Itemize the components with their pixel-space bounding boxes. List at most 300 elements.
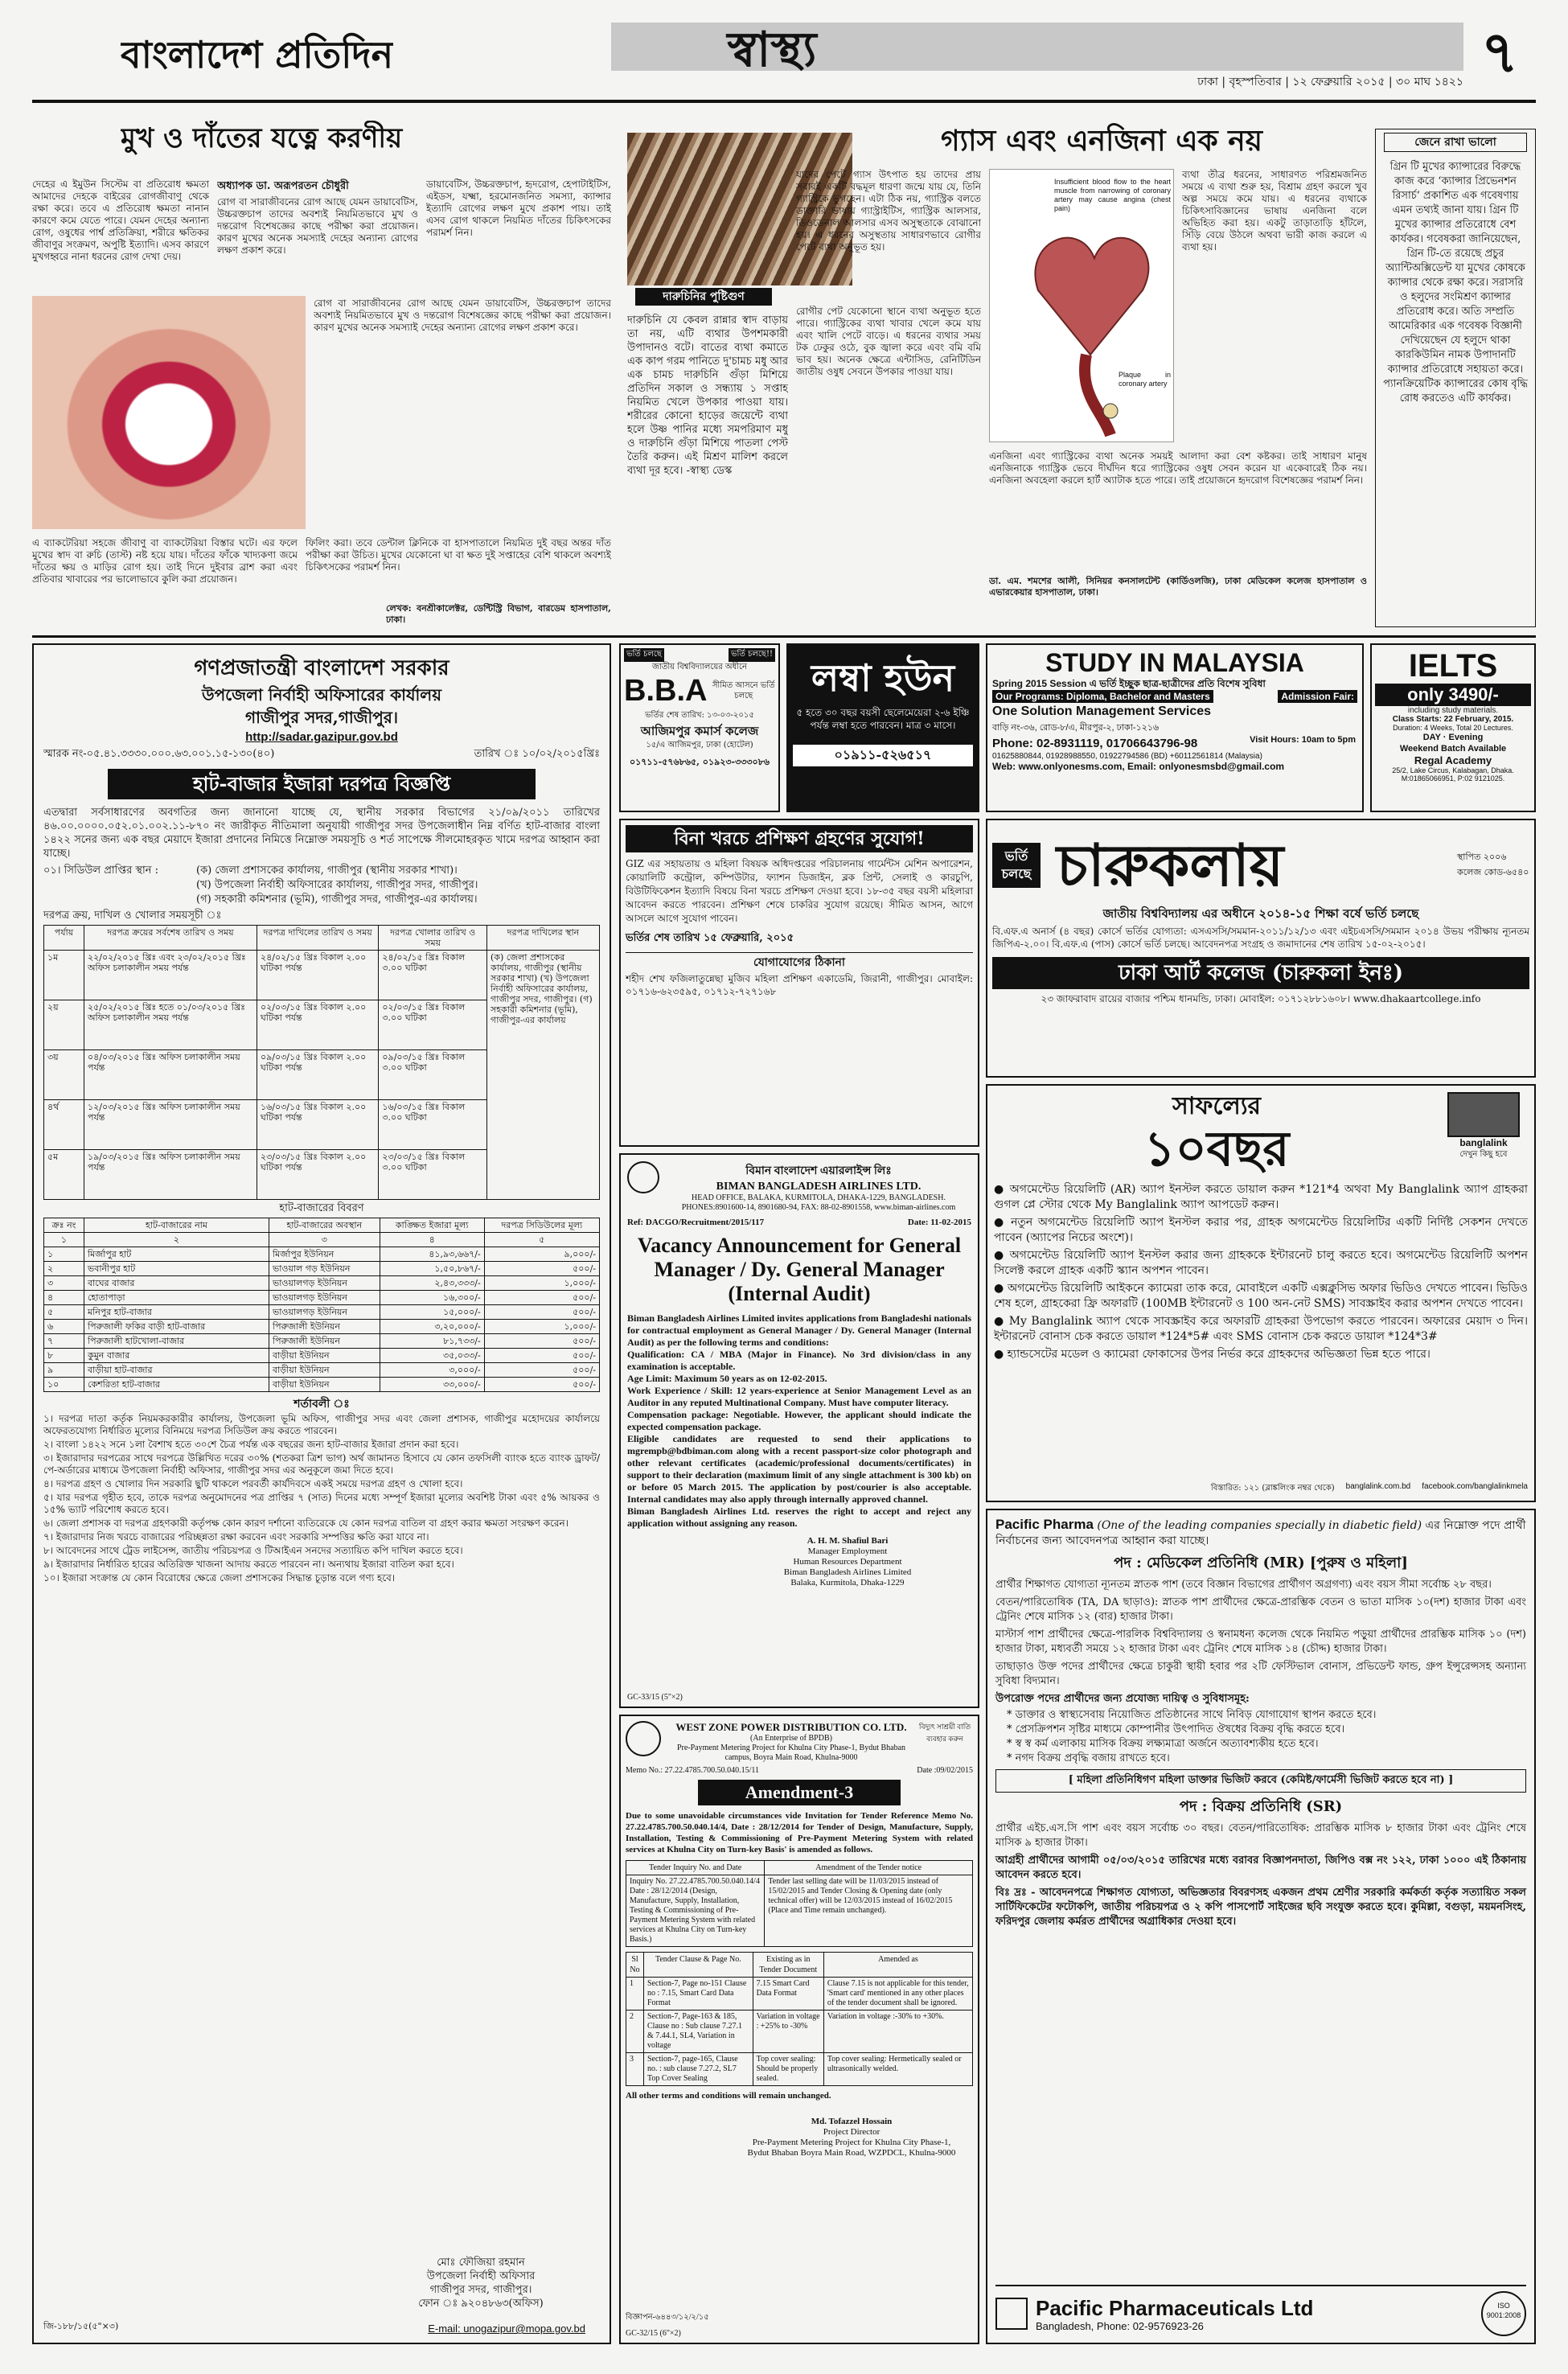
westzone-t1-header-cell: Tender Inquiry No. and Date xyxy=(626,1861,765,1875)
market-row xyxy=(44,1320,600,1334)
westzone-t1-row xyxy=(626,1875,973,1947)
biman-apply: Eligible candidates are requested to send their applications to mgrempb@bdbiman.com along with a recent passport-size color photograph and other relevant certificates (academic/professional documents/certificates) in support to their declaration (maximum limit of any single attachment is 300 kb) on or before 05 March 2015. The application by post/courier is also acceptable. Internal candidates may also apply through internally approved channel. xyxy=(627,1433,971,1505)
training-deadline: ভর্তির শেষ তারিখ ১৫ ফেব্রুয়ারি, ২০১৫ xyxy=(626,932,794,944)
market-cell: ৩ xyxy=(44,1276,84,1291)
pacific-duty-item xyxy=(1007,1708,1526,1723)
bullet-icon: ● xyxy=(994,1315,1009,1328)
malaysia-subtitle: Spring 2015 Session এ ভর্তি ইচ্ছুক ছাত্র-ছাত্রীদের প্রতি বিশেষ সুবিধা xyxy=(992,678,1266,689)
schedule-header: দরপত্র দাখিলের তারিখ ও সময় xyxy=(257,926,379,951)
market-row xyxy=(44,1334,600,1349)
gov-title: হাট-বাজার ইজারা দরপত্র বিজ্ঞপ্তি xyxy=(108,769,536,799)
gov-place-1: (ক) জেলা প্রশাসকের কার্যালয়, গাজীপুর (স্থানীয় সরকার শাখা)। xyxy=(196,865,458,877)
pacific-duty-text: ডাক্তার ও স্বাস্থ্যসেবায় নিয়োজিত প্রতিষ্ঠানের সাথে নিবিড় যোগাযোগ স্থাপন করতে হবে। xyxy=(1015,1709,1377,1721)
market-row xyxy=(44,1349,600,1363)
banglalink-logo-icon xyxy=(1447,1092,1520,1137)
ielts-batch: Evening xyxy=(1448,733,1484,742)
gov-date: তারিখ ঃ ১০/০২/২০১৫খ্রিঃ xyxy=(474,748,600,760)
banglalink-bullet-text: অগমেন্টেড রিয়েলিটি অ্যাপ ইনস্টল করার জন্য গ্রাহককে ইন্টারনেট চালু করতে হবে। অগমেন্টেড রিয়েলিটি অপশন সিলেক্ট করলে গ্রাহক একটি স্ক্যান অপশন পাবেন। xyxy=(994,1249,1528,1277)
westzone-memo: Memo No.: 27.22.4785.700.50.040.15/11 xyxy=(626,1766,760,1775)
banglalink-bullet xyxy=(994,1281,1528,1312)
bba-college: আজিমপুর কমার্স কলেজ xyxy=(640,724,759,738)
market-col-number: ৫ xyxy=(484,1233,599,1247)
biman-logo-icon xyxy=(627,1161,659,1193)
westzone-t1-cell: Tender last selling date will be 11/03/2015 instead of 15/02/2015 and Tender Closing & Opening date (only technical offer) will be 12/03/2015 instead of 16/02/2015 (Place and Time remain unchanged). xyxy=(765,1875,973,1947)
schedule-cell: ৩য় xyxy=(44,1050,84,1100)
banglalink-bullet xyxy=(994,1182,1528,1213)
teeth-author: অধ্যাপক ডা. অরূপরতন চৌধুরী xyxy=(217,180,349,192)
schedule-cell: ২৩/০৩/১৫ খ্রিঃ বিকাল ২.০০ ঘটিকা পর্যন্ত xyxy=(257,1150,379,1200)
charukola-name: ঢাকা আর্ট কলেজ (চারুকলা ইনঃ) xyxy=(992,957,1529,989)
ielts-address: 25/2, Lake Circus, Kalabagan, Dhaka. xyxy=(1392,766,1514,774)
gov-signer-phone: ফোন ঃ ৯২০৪৮৬৩(অফিস) xyxy=(418,2298,544,2310)
banglalink-footer xyxy=(994,1482,1528,1496)
market-cell: বাড়ীয়া হাট-বাজার xyxy=(84,1363,269,1378)
biman-name-bn: বিমান বাংলাদেশ এয়ারলাইন্স লিঃ xyxy=(745,1165,892,1177)
market-header: হাট-বাজারের নাম xyxy=(84,1218,269,1233)
banglalink-bullet-text: অগমেন্টেড রিয়েলিটি (AR) অ্যাপ ইনস্টল করতে ডায়াল করুন *121*4 অথবা My Banglalink অ্যাপ গ্রাহকরা গুগল প্লে স্টোর থেকে My Banglalink অ্যাপ আপডেট করুন। xyxy=(994,1183,1528,1211)
westzone-t1-cell: Inquiry No. 27.22.4785.700.50.040.14/4 Date : 28/12/2014 (Design, Manufacture, Supply, Installation, Testing & Commissioning of Pre-Payment Metering System with related services at Khulna City on Turn-key Basis.) xyxy=(626,1875,765,1947)
banglalink-bullet xyxy=(994,1215,1528,1246)
westzone-t2-cell: 3 xyxy=(626,2053,644,2086)
pacific-duty-item xyxy=(1007,1723,1526,1737)
banglalink-footer-2[interactable]: banglalink.com.bd xyxy=(1345,1482,1411,1491)
market-cell: ৬ xyxy=(44,1320,84,1334)
westzone-t2-cell: Top cover sealing: Should be properly sealed. xyxy=(753,2053,823,2086)
market-cell: বাড়ীয়া ইউনিয়ন xyxy=(269,1363,380,1378)
gov-name: গণপ্রজাতন্ত্রী বাংলাদেশ সরকার xyxy=(194,656,449,680)
market-cell: ১৬,৩০০/- xyxy=(380,1291,484,1305)
westzone-t2-row xyxy=(626,2053,973,2086)
biman-ref-row xyxy=(627,1218,971,1227)
market-cell: পিরুজালী ইউনিয়ন xyxy=(269,1334,380,1349)
banglalink-bullet xyxy=(994,1314,1528,1345)
market-header-row xyxy=(44,1218,600,1233)
market-cell: হোতাপাড়া xyxy=(84,1291,269,1305)
banglalink-logo-text: banglalink xyxy=(1459,1137,1508,1148)
ielts-ad xyxy=(1370,643,1536,812)
charukola-ad xyxy=(986,819,1536,1078)
market-cell: ৩,২০,০০০/- xyxy=(380,1320,484,1334)
ielts-price: only 3490/- xyxy=(1375,684,1531,706)
schedule-cell: ১৯/০৩/২০১৫ খ্রিঃ অফিস চলাকালীন সময় পর্যন্ত xyxy=(84,1150,257,1200)
malaysia-programs-row xyxy=(992,690,1357,703)
pacific-ad xyxy=(986,1509,1536,2344)
ielts-class-starts: Class Starts: 22 February, 2015. xyxy=(1392,715,1514,724)
pacific-p5: উপরোক্ত পদের প্রার্থীদের জন্য প্রযোজ্য দায়িত্ব ও সুবিধাসমূহ: xyxy=(995,1693,1250,1705)
gov-place-2: (খ) উপজেলা নির্বাহী অফিসারের কার্যালয়, গাজীপুর সদর, গাজীপুর। xyxy=(196,879,478,891)
biman-signer-title: Manager Employment Human Resources Department Biman Bangladesh Airlines Limited Balaka, Kurmitola, Dhaka-1229 xyxy=(783,1546,912,1587)
gov-memo: স্মারক নং-০৫.৪১.৩৩৩০.০০০.৬৩.০০১.১৫-১৩০(৪০) xyxy=(43,748,275,760)
westzone-footer: All other terms and conditions will remain unchanged. xyxy=(626,2091,831,2101)
westzone-t1-header-cell: Amendment of the Tender notice xyxy=(765,1861,973,1875)
market-cell: ২ xyxy=(44,1262,84,1276)
westzone-t2-cell: Section-7, page-165, Clause no. : sub clause 7.27.2, SL7 Top Cover Sealing xyxy=(644,2053,753,2086)
westzone-t2-cell: Variation in voltage :-30% to +30%. xyxy=(823,2011,972,2053)
market-cell: ৫০০/- xyxy=(484,1262,599,1276)
training-contact-title: যোগাযোগের ঠিকানা xyxy=(626,952,973,972)
pacific-footer xyxy=(995,2285,1526,2336)
teeth-author-tag: লেখক: বনশ্রীকালেক্টর, ডেন্টিস্ট্রি বিভাগ, বারডেম হাসপাতাল, ঢাকা। xyxy=(386,603,611,625)
market-cell: ৫০০/- xyxy=(484,1349,599,1363)
charukola-title: চারুকলায় xyxy=(1057,831,1284,899)
pacific-duty-item xyxy=(1007,1737,1526,1752)
training-title: বিনা খরচে প্রশিক্ষণ গ্রহণের সুযোগ! xyxy=(626,825,973,852)
market-row xyxy=(44,1276,600,1291)
market-number-row xyxy=(44,1233,600,1247)
pacific-body xyxy=(995,1578,1526,1766)
teeth-col-right: রোগ বা সারাজীবনের রোগ আছে যেমন ডায়াবেটিস, উচ্চরক্তচাপ তাদের অবশ্যই নিয়মিতভাবে মুখ ও দন্তরোগ বিশেষজ্ঞের কাছে পরীক্ষা করা প্রয়োজন। কারণ মুখের অনেক সমস্যাই দেহের অন্যান্য রোগের লক্ষণ প্রকাশ করে। xyxy=(314,298,611,333)
market-cell: ৫০০/- xyxy=(484,1305,599,1320)
bullet-icon: ● xyxy=(994,1249,1010,1262)
pacific-p7: আগ্রহী প্রার্থীদের আগামী ০৫/০৩/২০১৫ তারিখের মধ্যে বরাবর বিজ্ঞাপনদাতা, জিপিও বক্স নং ১২২, ঢাকা ১০০০ এই ঠিকানায় আবেদন করতে হবে। xyxy=(995,1854,1526,1881)
gas-author: ডা. এম. শমশের আলী, সিনিয়র কনসালটেন্ট (কার্ডিওলজি), ঢাকা মেডিকেল কলেজ হাসপাতাল ও এভারকেয়ার হাসপাতাল, ঢাকা। xyxy=(989,576,1367,598)
biman-body-block xyxy=(627,1312,971,1530)
condition-item: ৮। আবেদনের সাথে ট্রেড লাইসেন্স, জাতীয় পরিচয়পত্র ও টিআইএন সনদের সত্যায়িত কপি দাখিল করতে হবে। xyxy=(43,1545,463,1556)
market-cell: ৫০০/- xyxy=(484,1363,599,1378)
market-cell: ৫০০/- xyxy=(484,1291,599,1305)
market-cell: কেশরিতা হাট-বাজার xyxy=(84,1378,269,1392)
bba-phone: ০১৭১১-৫৭৬৮৬৫, ০১৯২৩-৩৩৩০৮৬ xyxy=(629,757,770,767)
banglalink-bullet-text: নতুন অগমেন্টেড রিয়েলিটি অ্যাপ ইনস্টল করার পর, গ্রাহক অগমেন্টেড রিয়েলিটির একটি নির্দিষ্ট সেকশন দেখতে পাবেন (অ্যাপের নিচের অংশে)। xyxy=(994,1216,1528,1244)
height-text: ৫ হতে ৩০ বছর বয়সী ছেলেমেয়েরা ২-৬ ইঞ্চি পর্যন্ত লম্বা হতে পারবেন। মাত্র ৩ মাসে। xyxy=(796,707,970,731)
schedule-cell: ২৩/০৩/১৫ খ্রিঃ বিকাল ৩.০০ ঘটিকা xyxy=(379,1150,487,1200)
malaysia-visit: Visit Hours: 10am to 5pm xyxy=(1250,735,1356,745)
masthead xyxy=(32,18,1536,98)
malaysia-phone: Phone: 02-8931119, 01706643796-98 xyxy=(992,737,1198,750)
pacific-duty-text: নগদ বিক্রয় প্রবৃদ্ধি বজায় রাখতে হবে। xyxy=(1015,1752,1170,1764)
westzone-t2-cell: 7.15 Smart Card Data Format xyxy=(753,1978,823,2011)
gas-col1b: রোগীর পেট যেকোনো স্থানে ব্যথা অনুভূত হতে পারে। গ্যাস্ট্রিকের ব্যথা খাবার খেলে কমে যায় এবং খালি পেটে বাড়ে। এ ধরনের ব্যথার সময় টক ঢেকুর ওঠে, বুক জ্বালা করে এবং বমি বমি ভাব হয়। অনেক ক্ষেত্রে এন্টাসিড, রেনিটিডিন জাতীয় ওষুধ সেবনে উপকার পাওয়া যায়। xyxy=(796,306,981,377)
gov-places-list xyxy=(196,864,478,907)
market-cell: মির্জাপুর ইউনিয়ন xyxy=(269,1247,380,1262)
biman-title: Vacancy Announcement for General Manager / Dy. General Manager (Internal Audit) xyxy=(637,1234,962,1305)
pacific-iso-badge: ISO 9001:2008 xyxy=(1481,2291,1526,2336)
malaysia-programs: Our Programs: Diploma, Bachelor and Masters xyxy=(992,690,1213,703)
westzone-t2-row xyxy=(626,1978,973,2011)
gov-memo-row xyxy=(43,746,600,762)
biman-header xyxy=(627,1161,971,1213)
bullet-icon: ● xyxy=(994,1216,1012,1229)
condition-item: ৭। ইজারাদার নিজ খরচে বাজারের পরিচ্ছন্নতা রক্ষা করবেন এবং সরকারি সম্পত্তির ক্ষতি করা যাবে না। xyxy=(43,1531,429,1542)
schedule-header: দরপত্র খোলার তারিখ ও সময় xyxy=(379,926,487,951)
market-caption: হাট-বাজারের বিবরণ xyxy=(279,1202,364,1214)
conditions-title: শর্তাবলী ঃ xyxy=(293,1398,350,1411)
banglalink-bullet-text: হ্যান্ডসেটের মডেল ও ক্যামেরা ফোকাসের উপর নির্ভর করে গ্রাহকদের অভিজ্ঞতা ভিন্ন হতে পারে। xyxy=(1007,1348,1430,1361)
gas-col1: যাদের পেটে গ্যাস উৎপাত হয় তাদের প্রায় সবারই একটি বদ্ধমূল ধারণা জন্মে যায় যে, তিনি গ্যাস্ট্রিকে ভুগছেন। এটা ঠিক নয়, গ্যাস্ট্রিক বলতে ডাক্তারি ভাষায় গ্যাস্ট্রাইটিস, গ্যাস্ট্রিক আলসার, ডিওডেনাল আলসার এসব অসুস্থতাকে বোঝানো হয়। এ ধরনের অসুস্থতায় সাধারণভাবে রোগীর পেটে ব্যথা অনুভূত হয়। xyxy=(796,169,981,253)
schedule-cell: ২২/০২/২০১৫ খ্রিঃ এবং ২৩/০২/২০১৫ খ্রিঃ অফিস চলাকালীন সময় পর্যন্ত xyxy=(84,951,257,1000)
malaysia-mobile: 01625880844, 01928988550, 01922794586 (BD) +60112561814 (Malaysia) xyxy=(992,752,1262,761)
pacific-post-1: পদ : মেডিকেল প্রতিনিধি (MR) [পুরুষ ও মহিলা] xyxy=(1114,1555,1408,1571)
training-text: GIZ এর সহায়তায় ও মহিলা বিষয়ক অধিদপ্তরের পরিচালনায় গার্মেন্টস মেশিন অপারেশন, কোয়ালিটি কন্ট্রোল, কম্পিউটার, ফ্যাশন ডিজাইন, ব্লক প্রিন্ট, সেলাই ও কারচুপি, বিউটিফিকেশন ইত্যাদি বিষয়ে বিনা খরচে প্রশিক্ষণ দেওয়া হবে। ১৮-৩৫ বছর বয়সী মহিলারা আবেদন করতে পারবেন। প্রশিক্ষণ শেষে চাকরির সুযোগ রয়েছে। সীমিত আসন, আগে আসলে আগে সুযোগ পাবেন। xyxy=(626,858,973,924)
gov-code: জি-১৮৮/১৫(৫"×৩) xyxy=(43,2321,119,2331)
malaysia-admission: Admission Fair: xyxy=(1278,690,1357,703)
banglalink-bullet-text: অগমেন্টেড রিয়েলিটি আইকনে ক্যামেরা তাক করে, মোবাইলে একটি এক্সক্লুসিভ অফার ভিডিও দেখতে পাবেন। ভিডিও শেষ হলে, গ্রাহকেরা ফ্রি অফারটি (100MB ইন্টারনেট ও 100 অন-নেট SMS) সাবস্ক্রাইব করার অপশন দেখতে পাবেন। xyxy=(994,1282,1528,1310)
banglalink-footer-1: বিস্তারিত: ১২১ (ব্লাঙ্কলিংক নম্বর থেকে) xyxy=(1210,1484,1335,1493)
westzone-sub: (An Enterprise of BPDB) Pre-Payment Metering Project for Khulna City Phase-1, Bydut Bhaban campus, Boyra Main Road, Khulna-9000 xyxy=(676,1734,906,1762)
market-cell: মনিপুর হাট-বাজার xyxy=(84,1305,269,1320)
westzone-bn-tag: বিদ্যুৎ সাশ্রয়ী বাতি ব্যবহার করুন xyxy=(918,1723,971,1743)
condition-item: ১। দরপত্র দাতা কর্তৃক নিয়মকরকারীর কার্যালয়, উপজেলা ভূমি অফিস, গাজীপুর সদর এবং জেলা প্রশাসক, গাজীপুর মহোদয়ের কার্যালয়ে অফেরতযোগ্য নির্ধারিত মূল্যের বিনিময়ে দরপত্র সিডিউল ক্রয় করতে পারবেন। xyxy=(43,1413,600,1436)
condition-item: ৫। যার দরপত্র গৃহীত হবে, তাকে দরপত্র অনুমোদনের পত্র প্রাপ্তির ৭ (সাত) দিনের মধ্যে সম্পূর্ণ ইজারা মূল্যের অবশিষ্ট টাকা এবং ৫% আয়কর ও ১৫% ভ্যাট পরিশোধ করতে হবে। xyxy=(43,1492,600,1515)
malaysia-web[interactable]: Web: www.onlyonesms.com, Email: onlyonesmsbd@gmail.com xyxy=(992,761,1285,772)
bullet-icon: * xyxy=(1007,1723,1016,1735)
market-cell: ৪১,৯৩,৬৬৭/- xyxy=(380,1247,484,1262)
pacific-intro-italic: (One of the leading companies specially in diabetic field) xyxy=(1097,1519,1422,1532)
market-cell: ভাওয়ালগড় ইউনিয়ন xyxy=(269,1291,380,1305)
cinnamon-text: দারুচিনি যে কেবল রান্নার স্বাদ বাড়ায় তা নয়, এটি ব্যথার উপশমকারী উপাদানও বটে। বাতের ব্যথা কমাতে এক কাপ গরম পানিতে দু'চামচ মধু আর এক চামচ দারুচিনি গুঁড়া মিশিয়ে প্রতিদিন সকাল ও সন্ধ্যায় ১ সপ্তাহ নিয়মিত খেলে উপকার পাওয়া যায়। শরীরের কোনো হাড়ের জয়েন্টে ব্যথা হলে উষ্ণ পানির মধ্যে সমপরিমাণ মধু ও দারুচিনি গুঁড়া মিশিয়ে পাতলা পেস্ট তৈরি করুন। এই মিশ্রণ মালিশ করলে ব্যথা দূর হবে। -স্বাস্থ্য ডেস্ক xyxy=(627,314,788,477)
market-cell: ভাওয়ালগড় ইউনিয়ন xyxy=(269,1276,380,1291)
bba-univ: জাতীয় বিশ্ববিদ্যালয়ের অধীনে xyxy=(651,663,748,672)
westzone-t2-cell: 1 xyxy=(626,1978,644,2011)
teeth-headline: মুখ ও দাঁতের যত্নে করণীয় xyxy=(121,122,403,154)
height-phone: ০১৯১১-৫২৬৫১৭ xyxy=(793,745,973,766)
westzone-t2-header-cell: Existing as in Tender Document xyxy=(753,1953,823,1978)
dateline: ঢাকা | বৃহস্পতিবার | ১২ ফেব্রুয়ারি ২০১৫ | ৩০ মাঘ ১৪২১ xyxy=(1197,76,1463,88)
market-header: কাঙ্ক্ষিত ইজারা মূল্য xyxy=(380,1218,484,1233)
westzone-t2-row xyxy=(626,2011,973,2053)
westzone-date: Date :09/02/2015 xyxy=(917,1766,973,1775)
biman-code: GC-33/15 (5"×2) xyxy=(627,1693,683,1702)
market-cell: ভবানীপুর হাট xyxy=(84,1262,269,1276)
banglalink-tagline: দেখুন কিছু হবে xyxy=(1459,1150,1508,1159)
market-header: দরপত্র সিডিউলের মূল্য xyxy=(484,1218,599,1233)
market-cell: কুমুন বাজার xyxy=(84,1349,269,1363)
cinnamon-caption: দারুচিনির পুষ্টিগুণ xyxy=(635,288,772,306)
gas-col2: ব্যথা তীব্র ধরনের, সাধারণত পরিশ্রমজনিত সময়ে এ ব্যথা শুরু হয়, বিশ্রাম গ্রহণ করলে খুব অল্প সময়ে কমে যায়। এ ধরনের ব্যথাকে চিকিৎসাবিজ্ঞানের ভাষায় এনজিনা বলে অভিহিত করা হয়। একটু তাড়াতাড়ি হাঁটলে, সিঁড়ি বেয়ে উঠলে অথবা ভারী কাজ করলে এ ব্যথা হয়। xyxy=(1182,169,1367,253)
banglalink-logo xyxy=(1439,1092,1528,1162)
market-cell: ৮১,৭৩৩/- xyxy=(380,1334,484,1349)
pacific-post-2: পদ : বিক্রয় প্রতিনিধি (SR) xyxy=(1179,1798,1343,1815)
teeth-col2: রোগ বা সারাজীবনের রোগ আছে যেমন ডায়াবেটিস, উচ্চরক্তচাপ তাদের অবশ্যই নিয়মিতভাবে মুখ ও দন্তরোগ বিশেষজ্ঞের কাছে পরীক্ষা করা প্রয়োজন। কারণ মুখের অনেক সমস্যাই দেহের অন্যান্য রোগের লক্ষণ প্রকাশ করে। xyxy=(217,196,418,256)
pacific-company: Pacific Pharmaceuticals Ltd xyxy=(1036,2295,1314,2320)
condition-item: ৬। জেলা প্রশাসক বা দরপত্র গ্রহণকারী কর্তৃপক্ষ কোন কারণ দর্শানো ব্যতিরেকে যে কোন দরপত্র বাতিল বা গ্রহণ করার ক্ষমতা সংরক্ষণ করেন। xyxy=(43,1518,569,1529)
gov-signer-name: মোঃ ফৌজিয়া রহমান xyxy=(437,2257,525,2269)
teeth-bottom-col2: ফিলিং করা। তবে ডেন্টাল ক্লিনিকে বা হাসপাতালে নিয়মিত দুই বছর অন্তর দাঁত পরীক্ষা করা উচিত। মুখের যেকোনো ঘা বা ক্ষত দুই সপ্তাহের বেশি থাকলে অবশ্যই চিকিৎসকের পরামর্শ নিন। xyxy=(306,537,611,573)
charukola-est: স্থাপিত ২০০৬ কলেজ কোড-৬৫৪০ xyxy=(1457,852,1529,877)
biman-reserve: Biman Bangladesh Airlines Ltd. reserves the right to accept and reject any application without assigning any reason. xyxy=(627,1505,971,1529)
pacific-women-note: [ মহিলা প্রতিনিধিগণ মহিলা ডাক্তার ভিজিট করবে (কেমিষ্ট/ফার্মেসী ভিজিট করতে হবে না) ] xyxy=(995,1769,1526,1793)
bba-main xyxy=(624,672,775,709)
ielts-school: Regal Academy xyxy=(1414,754,1492,766)
training-contact: শহীদ শেখ ফজিলাতুন্নেছা মুজিব মহিলা প্রশিক্ষণ একাডেমি, জিরানী, গাজীপুর। মোবাইল: ০১৭১৬-৬২৩৫৯৫, ০১৭১২-৭২৭১৬৮ xyxy=(626,973,973,997)
diagram-label-1: Insufficient blood flow to the heart muscle from narrowing of coronary artery may cause angina (chest pain) xyxy=(1054,178,1171,212)
westzone-t2-cell: 2 xyxy=(626,2011,644,2053)
gov-signer-title: উপজেলা নির্বাহী অফিসার xyxy=(426,2270,536,2282)
market-cell: ৩৫,০৩৩/- xyxy=(380,1349,484,1363)
market-cell: ১০ xyxy=(44,1378,84,1392)
bullet-icon: * xyxy=(1007,1709,1016,1721)
pacific-footer-text: Bangladesh, Phone: 02-9576923-26 xyxy=(1036,2319,1204,2332)
westzone-code: GC-32/15 (6"×2) xyxy=(626,2329,681,2338)
westzone-body: Due to some unavoidable circumstances vide Invitation for Tender Reference Memo No. 27.22.4785.700.50.040.14/4, Date : 28/12/2014 for Tender of Design, Manufacture, Supply, Installation, Testing & Commissioning of Pre-Payment Metering System with related services at Khulna City on Turn-key Basis' is amended as follows. xyxy=(626,1811,973,1854)
banglalink-headline-bn: সাফল্যের xyxy=(1172,1092,1262,1120)
pacific-p1: প্রার্থীর শিক্ষাগত যোগ্যতা ন্যূনতম স্নাতক পাশ (তবে বিজ্ঞান বিভাগের প্রার্থীগণ অগ্রগণ্য) এবং বয়স সীমা সর্বোচ্চ ২৮ বছর। xyxy=(995,1579,1492,1591)
westzone-logo-icon xyxy=(626,1721,661,1756)
market-row xyxy=(44,1291,600,1305)
bba-title: B.B.A xyxy=(624,674,708,708)
height-title: লম্বা হউন xyxy=(811,656,955,700)
bba-ad xyxy=(619,643,780,812)
westzone-signer-title: Project Director Pre-Payment Metering Project for Khulna City Phase-1, Bydut Bhaban Boyra Main Road, WZPDCL, Khulna-9000 xyxy=(747,2127,956,2158)
ielts-title: IELTS xyxy=(1408,648,1498,684)
pacific-logo-icon xyxy=(995,2298,1028,2330)
market-cell: পিরুজালী ফকির বাড়ী হাট-বাজার xyxy=(84,1320,269,1334)
pacific-body-2 xyxy=(995,1822,1526,1929)
market-cell: ১,০০০/- xyxy=(484,1276,599,1291)
charukola-header xyxy=(992,825,1529,906)
gov-signer-office: গাজীপুর সদর, গাজীপুর। xyxy=(429,2284,532,2296)
charukola-badge: ভর্তি চলছে xyxy=(992,843,1041,888)
ielts-batch: Weekend Batch Available xyxy=(1399,744,1507,754)
schedule-cell: ০২/০৩/১৫ খ্রিঃ বিকাল ২.০০ ঘটিকা পর্যন্ত xyxy=(257,1000,379,1050)
market-col-number: ১ xyxy=(44,1233,84,1247)
gov-tender-notice xyxy=(32,643,611,2344)
westzone-t2-cell: Section-7, Page-163 & 185, Clause no : Sub clause 7.27.1 & 7.44.1, SL4, Variation in voltage xyxy=(644,2011,753,2053)
pacific-intro-bold: Pacific Pharma xyxy=(995,1517,1094,1532)
paper-name: বাংলাদেশ প্রতিদিন xyxy=(121,33,394,76)
biman-comp: Compensation package: Negotiable. However, the applicant should indicate the expected compensation package. xyxy=(627,1409,971,1432)
market-cell: ৫ xyxy=(44,1305,84,1320)
market-row xyxy=(44,1363,600,1378)
schedule-header: দরপত্র দাখিলের স্থান xyxy=(487,926,600,951)
training-ad xyxy=(619,819,979,1147)
biman-signature xyxy=(724,1536,971,1588)
westzone-t2-header xyxy=(626,1953,973,1978)
charukola-courses: বি.এফ.এ অনার্স (৪ বছর) কোর্সে ভর্তির যোগ্যতা: এসএসসি/সমমান-২০১১/১২/১৩ এবং এইচএসসি/সমমান ২০১৪ উভয় পরীক্ষায় ন্যূনতম জিপিএ-২.০০। বি.এফ.এ (পাস) কোর্সে ভর্তি চলছে। আবেদনপত্র সংগ্রহ ও জমাদানের শেষ তারিখ ১৫-০২-২০১৫। xyxy=(992,926,1529,950)
westzone-t2-cell: Clause 7.15 is not applicable for this tender, 'Smart card' mentioned in any other places of the tender document shall be ignored. xyxy=(823,1978,972,2011)
bullet-icon: ● xyxy=(994,1183,1010,1196)
section-rule xyxy=(32,635,1536,638)
market-cell: ৩৩,০০০/- xyxy=(380,1378,484,1392)
bullet-icon: ● xyxy=(994,1282,1008,1295)
market-cell: ৭ xyxy=(44,1334,84,1349)
schedule-cell: ৫ম xyxy=(44,1150,84,1200)
banglalink-bullet xyxy=(994,1248,1528,1279)
westzone-title: Amendment-3 xyxy=(698,1780,901,1805)
market-cell: ৫০০/- xyxy=(484,1378,599,1392)
gov-office: উপজেলা নির্বাহী অফিসারের কার্যালয় xyxy=(201,685,441,704)
bba-deadline: ভর্তির শেষ তারিখ: ১৩-০৩-২০১৫ xyxy=(645,711,754,720)
banglalink-header xyxy=(994,1092,1528,1177)
height-ad xyxy=(786,643,979,812)
banglalink-bullet-text: My Banglalink অ্যাপ থেকে সাবস্ক্রাইব করে অফারটি গ্রাহকরা উপভোগ করতে পারবেন। অফারের মেয়াদ ৩ দিন। ইন্টারনেট বোনাস চেক করতে ডায়াল *124*5# এবং SMS বোনাস চেক করতে ডায়াল *124*3# xyxy=(994,1315,1528,1343)
pacific-duty-text: স্ব স্ব কর্ম এলাকায় মাসিক বিক্রয় লক্ষ্যমাত্রা অর্জনে অত্যাবশ্যকীয় হতে হবে। xyxy=(1015,1738,1319,1750)
pacific-p2: বেতন/পারিতোষিক (TA, DA ছাড়াও): স্নাতক পাশ প্রার্থীদের ক্ষেত্রে-প্রারম্ভিক বেতন ও ভাতা মাসিক ১০(দশ) হাজার টাকা এবং ট্রেনিং শেষে মাসিক ১২ (বার) হাজার টাকা। xyxy=(995,1596,1526,1623)
malaysia-address: বাড়ি নং-৩৬, রোড-৮/এ, মীরপুর-২, ঢাকা-১২১৬ xyxy=(992,723,1160,733)
condition-item: ১০। ইজারা সংক্রান্ত যে কোন বিরোধের ক্ষেত্রে জেলা প্রশাসকের সিদ্ধান্ত চূড়ান্ত বলে গণ্য হবে। xyxy=(43,1572,396,1583)
market-cell: বাঘের বাজার xyxy=(84,1276,269,1291)
pacific-intro xyxy=(995,1517,1526,1549)
biman-body: Biman Bangladesh Airlines Limited invites applications from Bangladeshi nationals for contractual employment as General Manager / Dy. General Manager (Internal Audit) as per the following terms and conditions: xyxy=(627,1312,971,1348)
ielts-batch: DAY xyxy=(1422,733,1441,742)
schedule-cell: ২য় xyxy=(44,1000,84,1050)
teeth-photo xyxy=(32,296,306,529)
biman-experience: Work Experience / Skill: 12 years-experience at Senior Management Level as an Auditor in any reputed Multinational Company. Must have computer literacy. xyxy=(627,1385,971,1408)
market-row xyxy=(44,1305,600,1320)
westzone-t2-header-cell: Tender Clause & Page No. xyxy=(644,1953,753,1978)
gov-signer-email[interactable]: E-mail: unogazipur@mopa.gov.bd xyxy=(428,2323,585,2335)
westzone-code2: বিজ্ঞাপন-৬৪৪৩/১২/২/১৫ xyxy=(626,2313,709,2322)
schedule-header: পর্যায় xyxy=(44,926,84,951)
westzone-signer: Md. Tofazzel Hossain xyxy=(811,2117,893,2126)
pacific-p4: তাছাড়াও উক্ত পদের প্রার্থীদের ক্ষেত্রে চাকুরী স্থায়ী হবার পর ২টি ফেস্টিভাল বোনাস, প্রভিডেন্ট ফান্ড, গ্রুপ ইন্সুরেন্সসহ অন্যান্য সুবিধা বিদ্যমান। xyxy=(995,1661,1526,1687)
market-header: ক্রঃ নং xyxy=(44,1218,84,1233)
banglalink-footer-3[interactable]: facebook.com/banglalinkmela xyxy=(1422,1482,1528,1491)
gas-headline: গ্যাস এবং এনজিনা এক নয় xyxy=(941,124,1262,158)
westzone-t2-body xyxy=(626,1978,973,2086)
biman-name: BIMAN BANGLADESH AIRLINES LTD. xyxy=(716,1181,922,1193)
market-table xyxy=(43,1218,600,1392)
market-cell: ১,৫০,৮৬৭/- xyxy=(380,1262,484,1276)
market-cell: ১,০০০/- xyxy=(484,1320,599,1334)
westzone-t2-cell: Top cover sealing: Hermetically sealed or ultrasonically welded. xyxy=(823,2053,972,2086)
schedule-caption: দরপত্র ক্রয়, দাখিল ও খোলার সময়সূচী ঃ xyxy=(43,910,222,922)
market-table-body xyxy=(44,1247,600,1392)
charukola-lead: জাতীয় বিশ্ববিদ্যালয় এর অধীনে ২০১৪-১৫ শিক্ষা বর্ষে ভর্তি চলছে xyxy=(1102,906,1419,921)
schedule-cell: ১২/০৩/২০১৫ খ্রিঃ অফিস চলাকালীন সময় পর্যন্ত xyxy=(84,1100,257,1150)
conditions-list xyxy=(43,1413,600,1584)
westzone-header xyxy=(626,1721,973,1763)
market-cell: পিরুজালী হাটখোলা-বাজার xyxy=(84,1334,269,1349)
westzone-t2-header-cell: Amended as xyxy=(823,1953,972,1978)
market-cell: মির্জাপুর হাট xyxy=(84,1247,269,1262)
page-number: ৭ xyxy=(1480,18,1519,86)
gov-signature xyxy=(376,2256,585,2310)
teeth-col3: ডায়াবেটিস, উচ্চরক্তচাপ, হৃদরোগ, হেপাটাইটিস, এইডস, যক্ষ্মা, হরমোনজনিত সমস্যা, ক্যান্সার ইত্যাদি রোগের লক্ষণ মুখে প্রকাশ পায়। তাই এসব রোগ থাকলে নিয়মিত দাঁতের চিকিৎসকের পরামর্শ নিন। xyxy=(426,179,611,238)
westzone-memo-row xyxy=(626,1766,973,1775)
malaysia-title: STUDY IN MALAYSIA xyxy=(1045,648,1304,677)
market-cell: ভাওয়াল গড় ইউনিয়ন xyxy=(269,1262,380,1276)
westzone-t2-cell: Variation in voltage : +25% to -30% xyxy=(753,2011,823,2053)
biman-address: HEAD OFFICE, BALAKA, KURMITOLA, DHAKA-1229, BANGLADESH. PHONES:8901600-14, 8901680-94, FAX: 88-02-8901558, www.biman-airlines.com xyxy=(681,1193,956,1212)
condition-item: ৯। ইজারাদার নির্ধারিত হারের অতিরিক্ত খাজনা আদায় করতে পারবেন না। অন্যথায় ইজারা বাতিল করা হবে। xyxy=(43,1559,454,1570)
market-row xyxy=(44,1262,600,1276)
malaysia-ad xyxy=(986,643,1364,812)
schedule-cell: ০৯/০৩/১৫ খ্রিঃ বিকাল ২.০০ ঘটিকা পর্যন্ত xyxy=(257,1050,379,1100)
bba-tag-1: ভর্তি চলছে xyxy=(624,648,664,662)
westzone-name: WEST ZONE POWER DISTRIBUTION CO. LTD. xyxy=(675,1721,907,1733)
market-cell: পিরুজালী ইউনিয়ন xyxy=(269,1320,380,1334)
cancer-box-text: গ্রিন টি মুখের ক্যান্সারের বিরুদ্ধে কাজ করে ‘ক্যান্সার প্রিভেনশন রিসার্চ’ প্রকাশিত এক গবেষণায় এমন তথ্যই জানা যায়। গ্রিন টি মুখের ক্যান্সার প্রতিরোধে বেশ কার্যকর। গবেষকরা জানিয়েছেন, গ্রিন টি-তে রয়েছে প্রচুর অ্যান্টিঅক্সিডেন্ট যা মুখের কোষকে ক্যান্সার থেকে রক্ষা করে। সরাসরি ও হলুদের সংমিশ্রণ ক্যান্সার প্রতিরোধ করে। অতি সম্প্রতি আমেরিকার এক গবেষক বিজ্ঞানী দেখিয়েছেন যে হলুদে থাকা কারকিউমিন নামক উপাদানটি ক্যান্সার প্রতিরোধে সহায়তা করে। প্যানক্রিয়েটিক ক্যান্সারের কোষ বৃদ্ধি রোধ করতেও এটি কার্যকর। xyxy=(1383,161,1528,405)
schedule-cell: ০৪/০৩/২০১৫ খ্রিঃ অফিস চলাকালীন সময় পর্যন্ত xyxy=(84,1050,257,1100)
section-title: স্বাস্থ্য xyxy=(727,22,817,78)
schedule-header-row xyxy=(44,926,600,951)
masthead-rule xyxy=(32,100,1536,103)
market-cell: ৯ xyxy=(44,1363,84,1378)
gov-intro: এতদ্বারা সর্বসাধারণের অবগতির জন্য জানানো যাচ্ছে যে, স্থানীয় সরকার বিভাগের ২১/০৯/২০১১ তারিখের ৪৬.০০.০০০০.০৫২.০১.০০২.১১-৮৭০ নং জারীকৃত নীতিমালা অনুযায়ী গাজীপুর সদর উপজেলাধীন নিম্ন বর্ণিত হাট-বাজার বাংলা ১৪২২ সনের জন্য এক বছর মেয়াদে ইজারা প্রদানের নিমিত্তে নিম্নোক্ত সময়সূচি ও শর্ত সাপেক্ষে সীলমোহরকৃত খামে দরপত্র আহ্বান করা যাচ্ছে। xyxy=(43,807,600,860)
gov-places xyxy=(43,864,600,907)
market-row xyxy=(44,1378,600,1392)
cancer-box xyxy=(1375,129,1536,627)
westzone-t1-header xyxy=(626,1861,973,1875)
pacific-p6: প্রার্থীর এইচ.এস.সি পাশ এবং বয়স সর্বোচ্চ ৩০ বছর। বেতন/পারিতোষিক: প্রারম্ভিক মাসিক ৮ হাজার টাকা এবং ট্রেনিং শেষে মাসিক ৯ হাজার টাকা। xyxy=(995,1822,1526,1849)
ielts-phone: M:01865066951, P:02 9121025. xyxy=(1401,774,1505,782)
pacific-duty-item xyxy=(1007,1752,1526,1766)
schedule-cell: ২৪/০২/১৫ খ্রিঃ বিকাল ৩.০০ ঘটিকা xyxy=(379,951,487,1000)
gov-places-label: ০১। সিডিউল প্রাপ্তির স্থান : xyxy=(43,865,159,877)
market-header: হাট-বাজারের অবস্থান xyxy=(269,1218,380,1233)
bba-tag-2: ভর্তি চলছে!! xyxy=(729,648,775,662)
bba-tags xyxy=(624,648,775,662)
banglalink-headline-num: ১০বছর xyxy=(1143,1121,1290,1177)
bullet-icon: * xyxy=(1007,1752,1016,1764)
cancer-box-title: জেনে রাখা ভালো xyxy=(1384,133,1527,152)
gov-url[interactable]: http://sadar.gazipur.gov.bd xyxy=(245,730,398,744)
market-col-number: ৩ xyxy=(269,1233,380,1247)
schedule-cell: ০৯/০৩/১৫ খ্রিঃ বিকাল ৩.০০ ঘটিকা xyxy=(379,1050,487,1100)
diagram-label-2: Plaque in coronary artery xyxy=(1119,371,1171,388)
pacific-p3: মাস্টার্স পাশ প্রার্থীদের ক্ষেত্রে-পারলিক বিশ্ববিদ্যালয় ও স্বনামধন্য কলেজ থেকে নিয়মিত পড়ুয়া প্রার্থীদের প্রারম্ভিক মাসিক ১০ (দশ) হাজার টাকা, মধ্যবর্তী সময়ে ১২ হাজার টাকা এবং ট্রেনিং শেষে মাসিক ১৪ (চৌদ্দ) হাজার টাকা। xyxy=(995,1629,1526,1655)
